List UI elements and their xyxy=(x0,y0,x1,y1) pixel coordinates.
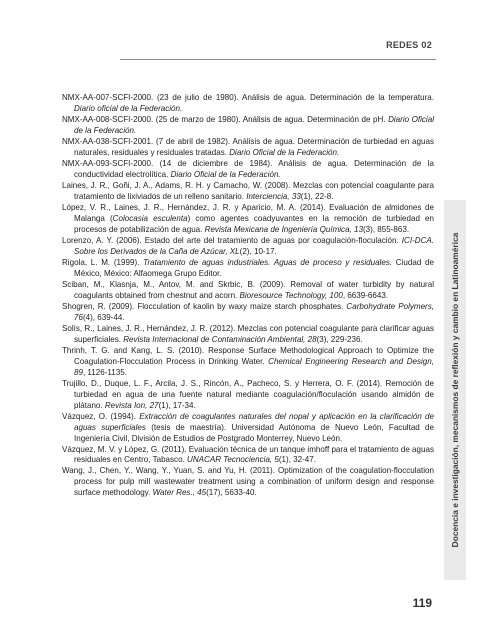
reference-text: (3), 855-863. xyxy=(362,224,410,234)
reference-text: (1), 32-47. xyxy=(278,455,316,465)
reference-text: , 6639-6643. xyxy=(342,290,389,300)
reference-entry xyxy=(62,445,434,467)
reference-italic-text: Bioresource Technology, 100 xyxy=(239,290,343,300)
reference-entry xyxy=(62,159,434,181)
reference-text: ) como agentes coadyuvantes en la remoción de turbiedad en procesos de potabilización de agua. xyxy=(74,213,434,234)
reference-italic-text: Colocasia esculenta xyxy=(112,213,188,223)
reference-text: NMX-AA-093-SCFI-2000. (14 de diciembre de 1984). Análisis de agua. Determinación de la conductividad electrolítica. xyxy=(62,158,434,179)
reference-text: (1), 22-8. xyxy=(300,191,334,201)
reference-text: NMX-AA-038-SCFI-2001. (7 de abril de 1982). Análisis de agua. Determinación de turbiedad en aguas naturales, residuales y residuales tratadas. xyxy=(62,136,434,157)
reference-text: NMX-AA-008-SCFI-2000. (25 de marzo de 1980). Análisis de agua. Determinación de pH. xyxy=(62,114,389,124)
running-header: REDES 02 xyxy=(386,40,432,50)
reference-entry xyxy=(62,412,434,445)
reference-italic-text: Revista Mexicana de Ingeniería Química, 13 xyxy=(204,224,363,234)
reference-text: Wang, J., Chen, Y., Wang, Y., Yuan, S. and Yu, H. (2011). Optimization of the coagulation-flocculation process for pulp mill wastewater treatment using a combination of uniform design and response surface methodology. xyxy=(62,466,434,498)
reference-entry xyxy=(62,379,434,412)
reference-entry xyxy=(62,346,434,379)
reference-text: Vázquez, O. (1994). xyxy=(62,411,140,421)
reference-entry xyxy=(62,280,434,302)
page-number: 119 xyxy=(412,596,432,610)
reference-text: Laines, J. R., Goñi, J. A., Adams, R. H. y Camacho, W. (2008). Mezclas con potencial coagulante para tratamiento de lixiviados de un relleno sanitario. xyxy=(62,180,434,201)
reference-text: NMX-AA-007-SCFI-2000. (23 de julio de 1980). Análisis de agua. Determinación de la temperatura. xyxy=(62,93,434,102)
reference-italic-text: Carbohydrate Polymers, 76 xyxy=(74,301,434,322)
header-rule xyxy=(120,59,436,60)
reference-text: (tesis de maestría). Universidad Autónoma de Nuevo León, Facultad de Ingeniería Civil, División de Estudios de Postgrado Monterrey, Nuevo León. xyxy=(74,422,434,443)
reference-text: Solís, R., Laines, J. R., Hernández, J. R. (2012). Mezclas con potencial coagulante para clarificar aguas superficiales. xyxy=(62,323,434,344)
reference-italic-text: Tratamiento de aguas industriales. Aguas de proceso y residuales. xyxy=(143,257,393,267)
reference-italic-text: Diario Oficial de la Federación. xyxy=(170,169,281,179)
reference-text: (1), 17-34. xyxy=(158,400,196,410)
reference-italic-text: Diario Oficial de la Federación. xyxy=(229,147,340,157)
reference-entry xyxy=(62,203,434,236)
reference-text: Rigola, L. M. (1999). xyxy=(62,257,144,267)
reference-italic-text: Revista Ion, 27 xyxy=(104,400,159,410)
reference-entry xyxy=(62,324,434,346)
reference-italic-text: Diario oficial de la Federación. xyxy=(74,103,183,113)
reference-italic-text: Revista Internacional de Contaminación Ambiental, 28 xyxy=(123,334,317,344)
reference-italic-text: ICI-DCA. Sobre los Derivados de la Caña de Azúcar, XL xyxy=(74,235,434,256)
side-tab-text: Docencia e investigación, mecanismos de reflexión y cambio en Latinoamérica xyxy=(450,232,460,548)
reference-list xyxy=(62,93,434,499)
reference-entry xyxy=(62,466,434,499)
reference-text: (17), 5633-40. xyxy=(206,488,257,498)
reference-text: Trujillo, D., Duque, L. F., Arcila, J. S., Rincón, A., Pacheco, S. y Herrera, O. F. (2014). Remoción de turbiedad en agua de una fuente natural mediante coagulación/floculación usando almidón de plátano. xyxy=(62,378,434,410)
reference-text: Sciban, M., Klasnja, M., Antov, M. and Skrbic, B. (2009). Removal of water turbidity by natural coagulants obtained from chestnut and acorn. xyxy=(62,279,434,300)
reference-entry xyxy=(62,236,434,258)
reference-text: Lorenzo, A. Y. (2006). Estado del arte del tratamiento de aguas por coagulación-floculación. xyxy=(62,235,402,245)
reference-text: Thrinh, T. G. and Kang, L. S. (2010). Response Surface Methodological Approach to Optimize the Coagulation-Flocculation Process in Drinking Water. xyxy=(62,345,434,366)
reference-entry xyxy=(62,137,434,159)
reference-entry xyxy=(62,181,434,203)
reference-italic-text: Interciencia, 33 xyxy=(246,191,301,201)
reference-text: (4), 639-44. xyxy=(82,312,125,322)
reference-italic-text: Extracción de coagulantes naturales del nopal y aplicación en la clarificación de aguas superficiales xyxy=(74,411,434,432)
reference-text: López, V. R., Laines, J. R., Hernández, J. R. y Aparicio, M. A. (2014). Evaluación de almidones de Malanga ( xyxy=(62,202,434,223)
reference-text: (3), 229-236. xyxy=(316,334,363,344)
reference-text: , 1126-1135. xyxy=(82,367,127,377)
reference-italic-text: Water Res., 45 xyxy=(152,488,207,498)
reference-entry xyxy=(62,115,434,137)
reference-italic-text: UNACAR Tecnociencia, 5 xyxy=(187,455,279,465)
reference-entry xyxy=(62,93,434,115)
reference-text: Shogren, R. (2009). Flocculation of kaolin by waxy maize starch phosphates. xyxy=(62,301,347,311)
reference-italic-text: Chemical Engineering Research and Design, 89 xyxy=(74,356,434,377)
reference-entry xyxy=(62,258,434,280)
reference-text: Ciudad de México, México: Alfaomega Grupo Editor. xyxy=(74,257,434,278)
reference-text: Vázquez, M. V. y López, G. (2011). Evaluación técnica de un tanque imhoff para el tratamiento de aguas residuales en Centro, Tabasco. xyxy=(62,444,434,465)
reference-text: (2), 10-17. xyxy=(239,246,277,256)
reference-entry xyxy=(62,302,434,324)
reference-italic-text: Diario Oficial de la Federación. xyxy=(74,114,434,135)
